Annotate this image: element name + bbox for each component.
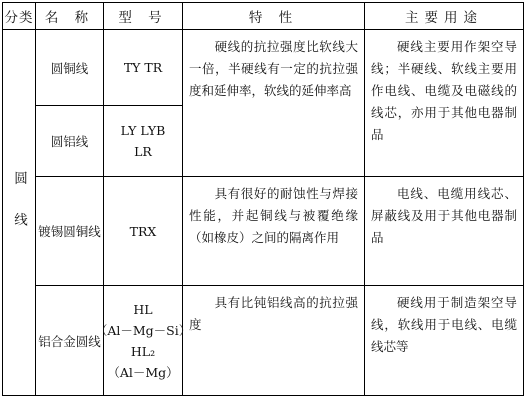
row-uses: 电线、电缆用线芯、屏蔽线及用于其他电器制品: [371, 186, 517, 245]
row-features: 具有比钝铝线高的抗拉强度: [189, 295, 358, 332]
header-category: 分类: [4, 10, 34, 26]
row-name: 铝合金圆线: [38, 333, 101, 349]
header-model: 型 号: [118, 10, 168, 26]
category-label: 圆线: [11, 171, 27, 254]
row-model: TRX: [129, 223, 157, 239]
row-model: TY TR: [123, 60, 163, 75]
row-features: 硬线的抗拉强度比软线大一倍，半硬线有一定的抗拉强度和延伸率，软线的延伸率高: [189, 39, 358, 98]
header-uses: 主要用途: [405, 10, 483, 26]
category-cell: [3, 30, 35, 395]
row-uses: 硬线用于制造架空导线，软线用于电线、电缆线芯等: [371, 295, 517, 354]
row-name: 圆铜线: [50, 60, 89, 76]
header-name: 名 称: [44, 10, 95, 26]
row-name: 镀锡圆铜线: [38, 224, 101, 239]
row-model: HL （Al－Mg－Si） HL₂ （Al－Mg）: [94, 301, 192, 380]
row-name: 圆铝线: [50, 134, 89, 149]
header-features: 特 性: [248, 10, 299, 26]
row-model: LY LYB LR: [120, 123, 166, 159]
row-uses: 硬线主要用作架空导线；半硬线、软线主要用作电线、电缆及电磁线的线芯，亦用于其他电器制品: [371, 39, 517, 142]
row-features: 具有很好的耐蚀性与焊接性能，并起铜线与被覆绝缘（如橡皮）之间的隔离作用: [189, 186, 358, 245]
